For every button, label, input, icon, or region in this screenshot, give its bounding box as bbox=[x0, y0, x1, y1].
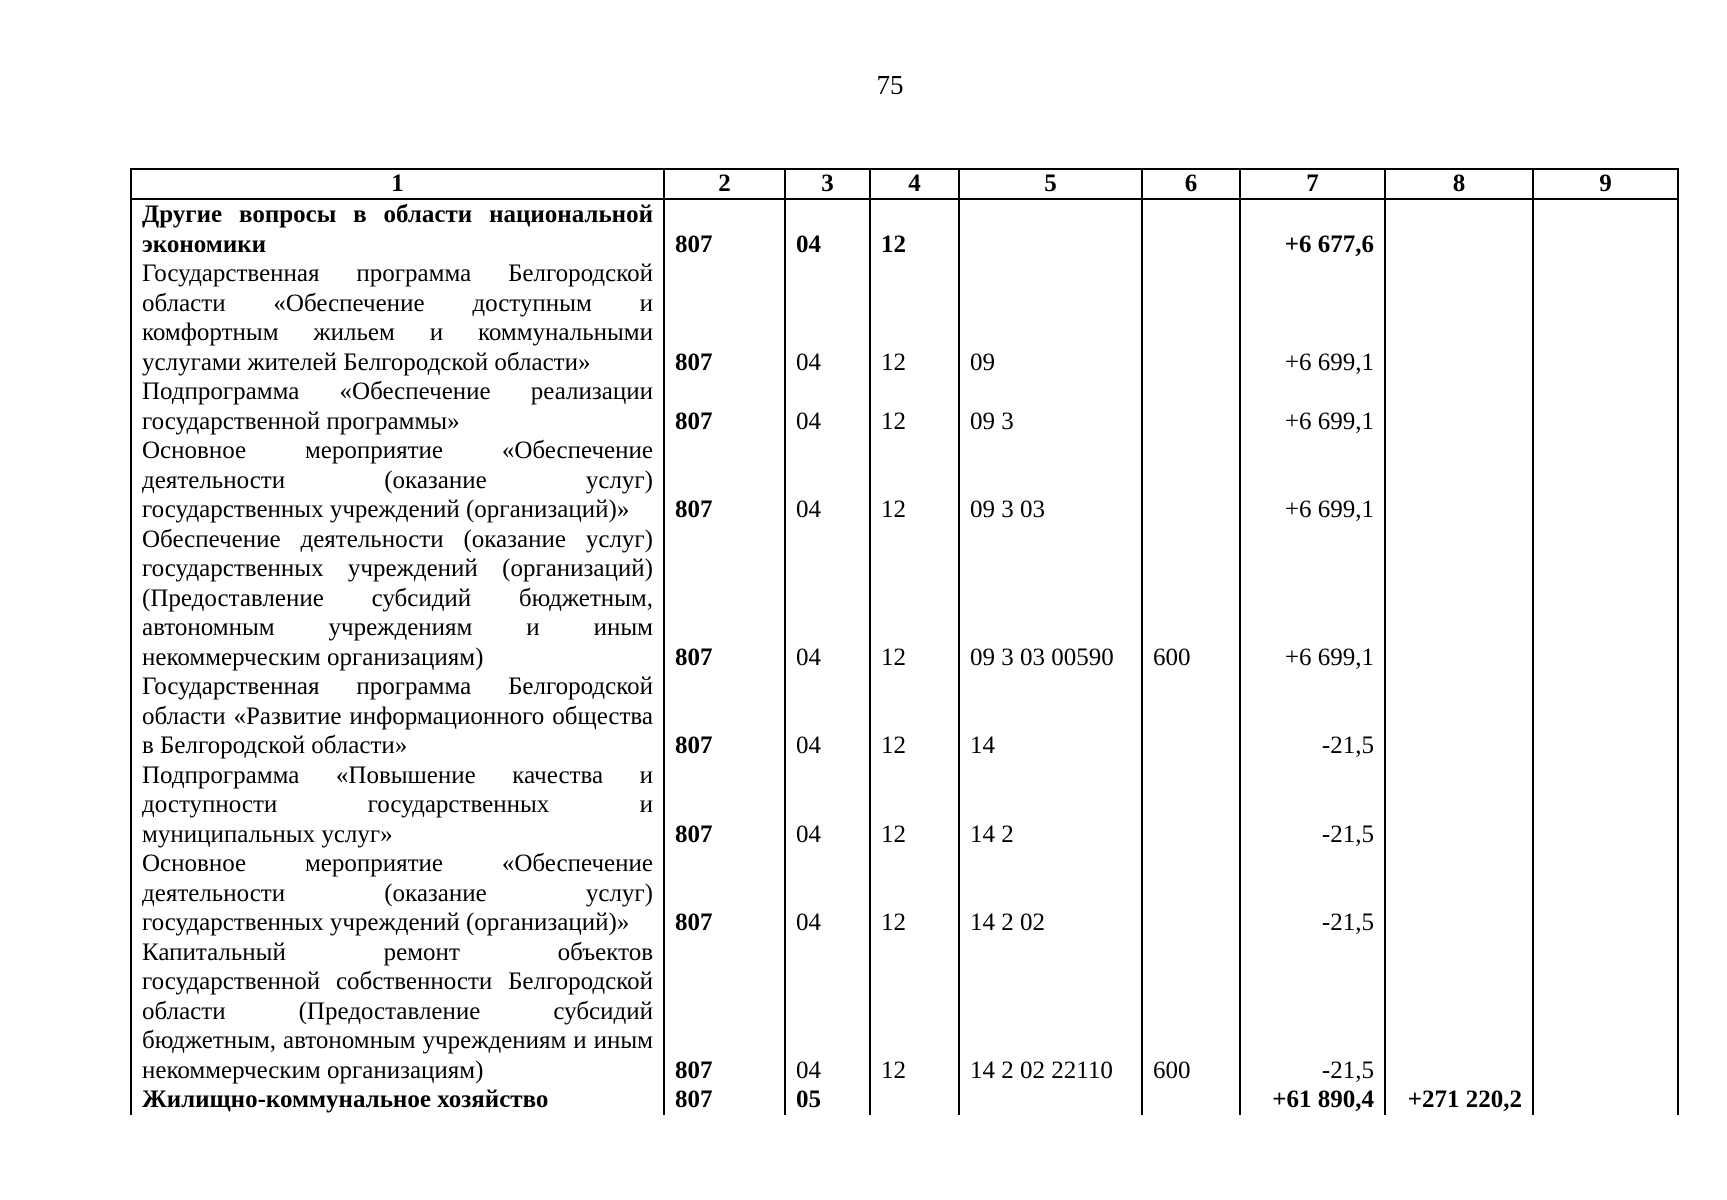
row-c4: 12 bbox=[870, 761, 959, 850]
table-row bbox=[131, 849, 1678, 938]
row-c3: 04 bbox=[785, 199, 870, 259]
header-col-2: 2 bbox=[664, 169, 785, 199]
row-c3: 04 bbox=[785, 525, 870, 673]
row-name: Государственная программа Белгородской области «Развитие информационного общества в Белгородской области» bbox=[131, 672, 664, 761]
row-c5: 09 3 03 bbox=[959, 436, 1142, 525]
row-c5 bbox=[959, 199, 1142, 259]
row-name: Государственная программа Белгородской области «Обеспечение доступным и комфортным жильем и коммунальными услугами жителей Белгородской области» bbox=[131, 259, 664, 377]
row-c9 bbox=[1533, 377, 1678, 436]
row-c2: 807 bbox=[664, 672, 785, 761]
row-c9 bbox=[1533, 525, 1678, 673]
row-c7: -21,5 bbox=[1240, 938, 1385, 1086]
row-c8 bbox=[1385, 199, 1533, 259]
row-c8 bbox=[1385, 259, 1533, 377]
header-col-5: 5 bbox=[959, 169, 1142, 199]
row-c9 bbox=[1533, 761, 1678, 850]
header-col-7: 7 bbox=[1240, 169, 1385, 199]
row-c2: 807 bbox=[664, 1085, 785, 1115]
row-c4: 12 bbox=[870, 199, 959, 259]
row-c8 bbox=[1385, 436, 1533, 525]
row-c8: +271 220,2 bbox=[1385, 1085, 1533, 1115]
row-c9 bbox=[1533, 199, 1678, 259]
row-c6 bbox=[1142, 377, 1240, 436]
row-c7: +6 677,6 bbox=[1240, 199, 1385, 259]
header-row bbox=[131, 169, 1678, 199]
row-c8 bbox=[1385, 377, 1533, 436]
row-c9 bbox=[1533, 849, 1678, 938]
row-c9 bbox=[1533, 259, 1678, 377]
table-row bbox=[131, 672, 1678, 761]
row-c2: 807 bbox=[664, 436, 785, 525]
row-c3: 04 bbox=[785, 259, 870, 377]
table-row bbox=[131, 199, 1678, 259]
row-c9 bbox=[1533, 436, 1678, 525]
row-c4 bbox=[870, 1085, 959, 1115]
row-c2: 807 bbox=[664, 938, 785, 1086]
budget-table-container bbox=[130, 168, 1680, 1118]
row-c7: +6 699,1 bbox=[1240, 436, 1385, 525]
row-c6 bbox=[1142, 436, 1240, 525]
row-c8 bbox=[1385, 525, 1533, 673]
row-c3: 05 bbox=[785, 1085, 870, 1115]
row-c2: 807 bbox=[664, 849, 785, 938]
row-c6 bbox=[1142, 1085, 1240, 1115]
table-row bbox=[131, 525, 1678, 673]
row-c6 bbox=[1142, 761, 1240, 850]
row-c9 bbox=[1533, 938, 1678, 1086]
row-name: Подпрограмма «Повышение качества и доступности государственных и муниципальных услуг» bbox=[131, 761, 664, 850]
row-c5: 09 bbox=[959, 259, 1142, 377]
row-name: Основное мероприятие «Обеспечение деятельности (оказание услуг) государственных учреждений (организаций)» bbox=[131, 849, 664, 938]
header-col-1: 1 bbox=[131, 169, 664, 199]
row-name: Обеспечение деятельности (оказание услуг) государственных учреждений (организаций) (Предоставление субсидий бюджетным, автономным учреждениям и иным некоммерческим организациям) bbox=[131, 525, 664, 673]
row-c7: -21,5 bbox=[1240, 672, 1385, 761]
row-c5: 09 3 03 00590 bbox=[959, 525, 1142, 673]
row-c9 bbox=[1533, 672, 1678, 761]
row-c6 bbox=[1142, 672, 1240, 761]
row-c5: 09 3 bbox=[959, 377, 1142, 436]
row-c7: -21,5 bbox=[1240, 849, 1385, 938]
header-col-8: 8 bbox=[1385, 169, 1533, 199]
table-row bbox=[131, 938, 1678, 1086]
row-name: Другие вопросы в области национальной экономики bbox=[131, 199, 664, 259]
row-c2: 807 bbox=[664, 259, 785, 377]
row-c3: 04 bbox=[785, 761, 870, 850]
row-c7: +6 699,1 bbox=[1240, 259, 1385, 377]
row-c8 bbox=[1385, 761, 1533, 850]
row-c4: 12 bbox=[870, 938, 959, 1086]
row-c2: 807 bbox=[664, 525, 785, 673]
row-c3: 04 bbox=[785, 672, 870, 761]
row-c4: 12 bbox=[870, 259, 959, 377]
table-row bbox=[131, 259, 1678, 377]
row-c3: 04 bbox=[785, 377, 870, 436]
row-c5: 14 2 02 bbox=[959, 849, 1142, 938]
row-c2: 807 bbox=[664, 377, 785, 436]
page-number: 75 bbox=[876, 70, 904, 100]
row-c8 bbox=[1385, 938, 1533, 1086]
row-name: Капитальный ремонт объектов государственной собственности Белгородской области (Предоставление субсидий бюджетным, автономным учреждениям и иным некоммерческим организациям) bbox=[131, 938, 664, 1086]
row-name: Подпрограмма «Обеспечение реализации государственной программы» bbox=[131, 377, 664, 436]
table-row bbox=[131, 761, 1678, 850]
table-row bbox=[131, 1085, 1678, 1115]
row-c4: 12 bbox=[870, 672, 959, 761]
row-c4: 12 bbox=[870, 525, 959, 673]
row-c5: 14 2 bbox=[959, 761, 1142, 850]
row-c6 bbox=[1142, 259, 1240, 377]
row-c6 bbox=[1142, 199, 1240, 259]
row-c7: +6 699,1 bbox=[1240, 377, 1385, 436]
table-row bbox=[131, 436, 1678, 525]
row-c2: 807 bbox=[664, 761, 785, 850]
row-c5: 14 2 02 22110 bbox=[959, 938, 1142, 1086]
row-c4: 12 bbox=[870, 436, 959, 525]
row-c8 bbox=[1385, 849, 1533, 938]
row-c4: 12 bbox=[870, 377, 959, 436]
row-c3: 04 bbox=[785, 436, 870, 525]
row-name: Жилищно-коммунальное хозяйство bbox=[131, 1085, 664, 1115]
row-c3: 04 bbox=[785, 938, 870, 1086]
row-c7: +61 890,4 bbox=[1240, 1085, 1385, 1115]
budget-table bbox=[130, 168, 1679, 1115]
row-c7: -21,5 bbox=[1240, 761, 1385, 850]
row-c5: 14 bbox=[959, 672, 1142, 761]
table-row bbox=[131, 377, 1678, 436]
row-c2: 807 bbox=[664, 199, 785, 259]
row-c6 bbox=[1142, 849, 1240, 938]
row-c3: 04 bbox=[785, 849, 870, 938]
row-c4: 12 bbox=[870, 849, 959, 938]
row-c6: 600 bbox=[1142, 938, 1240, 1086]
header-col-3: 3 bbox=[785, 169, 870, 199]
row-c9 bbox=[1533, 1085, 1678, 1115]
row-name: Основное мероприятие «Обеспечение деятельности (оказание услуг) государственных учреждений (организаций)» bbox=[131, 436, 664, 525]
row-c5 bbox=[959, 1085, 1142, 1115]
header-col-9: 9 bbox=[1533, 169, 1678, 199]
row-c8 bbox=[1385, 672, 1533, 761]
header-col-6: 6 bbox=[1142, 169, 1240, 199]
row-c6: 600 bbox=[1142, 525, 1240, 673]
header-col-4: 4 bbox=[870, 169, 959, 199]
row-c7: +6 699,1 bbox=[1240, 525, 1385, 673]
